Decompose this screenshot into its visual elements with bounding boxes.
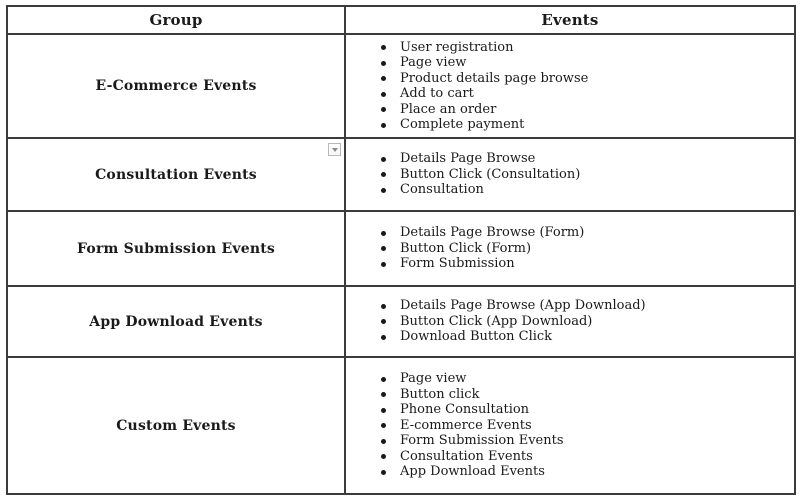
table-row-form-submission (7, 211, 795, 286)
group-name: E-Commerce Events (95, 78, 257, 94)
group-cell (7, 138, 345, 211)
group-name: Custom Events (116, 417, 236, 434)
events-list (346, 151, 794, 198)
event-item: Details Page Browse (App Download) (380, 298, 794, 314)
event-item: Add to cart (380, 86, 794, 102)
table-header-row (7, 6, 795, 34)
group-name: App Download Events (89, 313, 263, 330)
chevron-down-icon (332, 148, 338, 152)
table-row-custom (7, 357, 795, 494)
event-item: Form Submission (380, 256, 794, 272)
events-cell (345, 211, 795, 286)
column-header-events: Events (345, 6, 795, 34)
event-item: Download Button Click (380, 329, 794, 345)
event-item: Button Click (App Download) (380, 314, 794, 330)
event-item: Complete payment (380, 117, 794, 133)
event-item: Details Page Browse (380, 151, 794, 167)
event-item: Place an order (380, 102, 794, 118)
events-cell (345, 357, 795, 494)
event-item: E-commerce Events (380, 418, 794, 434)
event-item: Page view (380, 55, 794, 71)
event-item: Consultation (380, 182, 794, 198)
table-row-consultation (7, 138, 795, 211)
events-group-table (6, 5, 796, 495)
table-row-app-download (7, 286, 795, 357)
event-item: Button Click (Form) (380, 241, 794, 257)
group-name: Form Submission Events (77, 240, 275, 257)
group-cell (7, 357, 345, 494)
group-name: Consultation Events (95, 166, 257, 183)
event-item: Page view (380, 371, 794, 387)
event-item: Consultation Events (380, 449, 794, 465)
group-cell (7, 286, 345, 357)
column-header-group: Group (7, 6, 345, 34)
events-cell (345, 286, 795, 357)
event-item: Button Click (Consultation) (380, 167, 794, 183)
group-cell (7, 211, 345, 286)
event-item: Details Page Browse (Form) (380, 225, 794, 241)
event-item: Phone Consultation (380, 402, 794, 418)
dropdown-button[interactable] (328, 143, 341, 156)
group-cell (7, 34, 345, 138)
event-item: Product details page browse (380, 71, 794, 87)
event-item: Form Submission Events (380, 433, 794, 449)
event-item: Button click (380, 387, 794, 403)
table-row-ecommerce (7, 34, 795, 138)
events-list (346, 40, 794, 133)
events-cell (345, 34, 795, 138)
events-list (346, 225, 794, 272)
event-item: App Download Events (380, 464, 794, 480)
events-cell (345, 138, 795, 211)
event-item: User registration (380, 40, 794, 56)
events-list (346, 371, 794, 480)
events-list (346, 298, 794, 345)
